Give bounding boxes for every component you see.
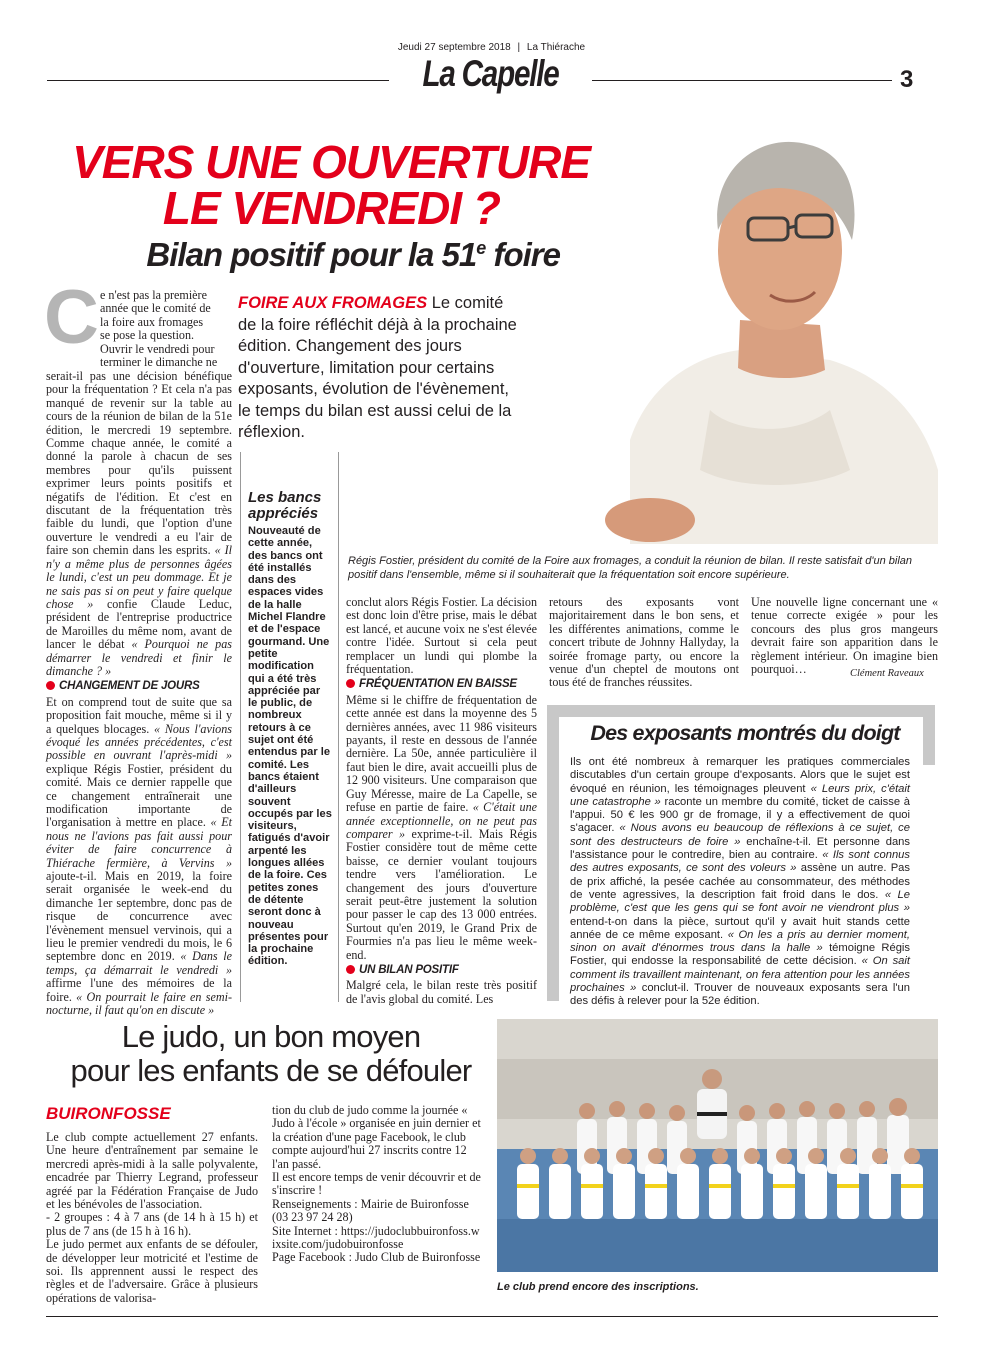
col1-line: terminer le dimanche ne: [100, 355, 218, 370]
main-title-line2: LE VENDREDI ?: [162, 182, 500, 234]
box-text-part: témoigne Régis Fostier, qui endosse la responsabilité de cette décision.: [570, 942, 910, 968]
col1-article: [46, 370, 232, 1018]
bullet-icon: [46, 681, 55, 690]
subhead-bilan: [346, 964, 537, 977]
judo-paragraph: Il est encore temps de venir découvrir et de s'inscrire !: [272, 1170, 481, 1198]
judo-paragraph: - 2 groupes : 4 à 7 ans (de 14 h à 15 h) et plus de 7 ans (de 15 h à 16 h).: [46, 1210, 258, 1238]
col1-text: ajoute-t-il. Mais en 2019, la foire serait organisée le week-end du dimanche 1er septembre, donc pas de risque de concurrence avec l'évènement mensuel vervinois, qui a lieu le premier vendredi du mois, le 6 septembre donc en 2019.: [46, 869, 232, 964]
col1-text: affirme l'une des mémoires de la foire.: [46, 976, 232, 1004]
subhead-text: CHANGEMENT DE JOURS: [59, 680, 200, 693]
col1-line: se pose la question.: [100, 328, 195, 343]
judo-paragraph: Le club compte actuellement 27 enfants. Une heure d'entraînement par semaine le mercredi après-midi à la salle polyvalente, encadrée par Thierry Legrand, professeur agréé par la Fédération Française de Judo et les bénévoles de l'association.: [46, 1130, 258, 1212]
col1-line: Ouvrir le vendredi pour: [100, 341, 215, 356]
judo-paragraph: Le judo permet aux enfants de se défouler, de développer leur motricité et l'estime de soi. Ils apprennent aussi le respect des règles et de l'adversaire. Grâce à plusieurs opérations de valorisa-: [46, 1237, 258, 1305]
col1-text: Et on comprend tout de suite que sa proposition fait mouche, même si il y a quelques blocages.: [46, 694, 232, 736]
kicker-foire: FOIRE AUX FROMAGES: [238, 294, 428, 312]
judo-col2: [272, 1104, 482, 1265]
quote: « Nous l'avions évoqué les années précédentes, c'est possible en ouvrant l'après-midi »: [46, 721, 232, 763]
judo-photo: [497, 1019, 938, 1272]
quote: « On les a pris au dernier moment, sinon on avait d'énormes trous dans la halle »: [570, 928, 910, 955]
signature: Clément Raveaux: [850, 668, 924, 679]
sidebar-divider-right: [338, 452, 339, 1002]
col4-article: retours des exposants vont majoritairement dans le bon sens, et les différentes animations, comme le concert tribute de Johnny Hallyday, la soirée fromage party, ou encore la venue d'un cheptel de moutons ont tous été de franches réussites.: [549, 595, 739, 690]
col3-text: exprime-t-il. Mais Régis Fostier considère tout de même cette baisse, ce dernier voulant toujours tendre vers l'amélioration. Le changement des jours d'ouverture serait peut-être justement la solution pour passer le cap des 13 000 entrées. Surtout qu'en 2019, le Grand Prix de Fourmies n'a pas lieu le même week-end.: [346, 826, 537, 962]
box-text-part: conclut-il. Trouver de nouveaux exposants sera l'un des défis à relever pour la 52e édition.: [570, 982, 910, 1008]
subhead-frequentation: [346, 678, 537, 691]
quote: « On pourrait le faire en semi-nocturne, il faut qu'on en discute »: [46, 989, 232, 1018]
quote: « Dans le temps, ça démarrait le vendredi »: [46, 949, 232, 977]
judo-paragraph: Page Facebook : Judo Club de Buironfosse: [272, 1250, 481, 1265]
judo-kicker: BUIRONFOSSE: [46, 1104, 171, 1123]
col1-text: confie Claude Leduc, président de l'entreprise productrice de Maroilles du même nom, avant de lancer le débat: [46, 596, 232, 652]
box-text: [570, 756, 910, 1009]
quote: « Il n'y a même plus de personnes âgées le lundi, c'est un peu dommage. Et je ne sais pas si on peut y faire quelque chose »: [46, 543, 232, 611]
judo-title-line1: Le judo, un bon moyen: [121, 1019, 421, 1054]
col3-paragraph: [346, 694, 537, 962]
judo-paragraph: tion du club de judo comme la journée « Judo à l'école » organisée en juin dernier et la création d'une page Facebook, le club compte aujourd'hui 27 inscrits contre 12 l'an passé.: [272, 1103, 481, 1171]
col5-article: Une nouvelle ligne concernant une « tenue correcte exigée » pour les concours des plus gros mangeurs devrait faire son apparition dans le règlement intérieur. On imagine bien pourquoi…: [751, 595, 938, 677]
quote: « Et nous ne l'avions pas fait aussi pour éviter de faire concurrence à Thiérache fermière, à Vervins »: [46, 815, 232, 870]
judo-caption: Le club prend encore des inscriptions.: [497, 1281, 699, 1293]
quote: « Le problème, c'est que les gens qui se font avoir ne viendront plus »: [570, 888, 910, 915]
subtitle-sup: e: [476, 238, 486, 258]
box-frame-top: [547, 705, 935, 717]
header-rule-right: [592, 80, 892, 81]
quote: « Nous avons eu beaucoup de réflexions à ce sujet, ce sont des destructeurs de foire »: [570, 822, 910, 848]
box-text-part: entend-t-on dans la pièce, surtout qu'il y avait huit stands cette année de ce même exposant.: [570, 915, 910, 941]
box-text-part: raconte un membre du comité, ticket de caisse à l'appui. 50 € les 900 gr de fromage, il y a effectivement de quoi s'agacer.: [570, 795, 910, 835]
col3-article: [346, 596, 537, 1006]
section-title: La Capelle: [422, 53, 559, 94]
subhead-text: UN BILAN POSITIF: [359, 963, 459, 976]
col3-text: Même si le chiffre de fréquentation de cette année est dans la moyenne des 5 dernières années, avec 11 986 visiteurs payants, il reste en dessous de l'année dernière. La 50e, année particulière il faut bien le dire, avait accueilli plus de 12 900 visiteurs. Une comparaison que Guy Méresse, maire de La Capelle, se refuse en partie de faire.: [346, 692, 537, 815]
judo-title-line2: pour les enfants de se défouler: [70, 1053, 472, 1088]
box-frame-left: [547, 705, 559, 1001]
header-rule-left: [47, 80, 389, 81]
page-number: 3: [900, 66, 914, 93]
subtitle-text: Bilan positif pour la 51: [146, 236, 477, 273]
sidebar-text: Nouveauté de cette année, des bancs ont été installés dans des espaces vides de la halle Michel Flandre et de l'espace gourmand. Une petite modification qui a été très appréciée par le public, de nombreux retours à ce sujet ont été entendus par le comité. Les bancs étaient d'ailleurs souvent occupés par les visiteurs, fatigués d'avoir arpenté les longues allées de la foire. Ces petites zones de détente seront donc à nouveau présentes pour la prochaine édition.: [248, 525, 332, 968]
col1-text: serait-il pas une décision bénéfique pour la fréquentation ? Et cela n'a pas manqué de revenir sur la table au cours de la réunion de bilan de la 51e édition, le mercredi 19 septembre. Comme chaque année, le comité a donné la parole à chacun de ses membres pour qu'ils puissent exprimer leurs points positifs et négatifs de l'édition. Et c'est en discutant de la fréquentation très faible du lundi, que l'option d'une ouverture le vendredi a eu l'air de faire son chemin dans les esprits.: [46, 369, 232, 558]
box-text-part: assène un autre. Pas de prix affiché, la pesée cachée au consommateur, des méthodes de vente agressives, la description fait froid dans le dos.: [570, 862, 910, 901]
col1-text: explique Régis Fostier, président du comité. Mais ce dernier rappelle que ce changement entraînerait une modification importante de l'organisation à mettre en place.: [46, 761, 232, 830]
sidebar-divider-left: [240, 452, 241, 1002]
box-title: Des exposants montrés du doigt: [590, 721, 900, 745]
footer-rule: [46, 1316, 938, 1317]
col1-opening-lines: [100, 289, 232, 369]
dropcap: C: [44, 275, 99, 360]
intro-block: [238, 293, 518, 444]
box-text-part: Ils ont été nombreux à remarquer les pratiques commerciales discutables d'un certain groupe d'exposants. Alors que le sujet est évoqué en réunion, les témoignages pleuvent: [570, 756, 910, 795]
judo-paragraph: Site Internet : https://judoclubbuironfoss.wixsite.com/judobuironfosse: [272, 1223, 480, 1252]
col1-line: la foire aux fromages: [100, 314, 204, 329]
header-separator: |: [517, 42, 521, 53]
quote: « Leurs prix, c'était une catastrophe »: [570, 782, 911, 808]
portrait-photo: [590, 110, 938, 544]
judo-col1: [46, 1131, 258, 1305]
main-subtitle: [60, 228, 560, 275]
judo-paragraph: Renseignements : Mairie de Buironfosse (03 23 97 24 28): [272, 1196, 469, 1225]
header-date: Jeudi 27 septembre 2018: [397, 42, 511, 53]
box-frame-right: [923, 705, 935, 765]
quote: « C'était une année exceptionnelle, on ne peut pas comparer »: [346, 800, 537, 841]
quote: « On sait comment ils travaillent maintenant, on fera attention pour les années prochaines »: [570, 955, 910, 995]
header-date-line: [0, 42, 983, 53]
quote: « Ils sont connus des autres exposants, ce sont des voleurs »: [570, 849, 910, 875]
portrait-illustration: [590, 110, 938, 544]
judo-group-illustration: [497, 1019, 938, 1272]
subtitle-end: foire: [485, 236, 560, 273]
intro-text: Le comité de la foire réfléchit déjà à la prochaine édition. Changement des jours d'ouverture, limitation pour certains exposants, évolution de l'évènement, le temps du bilan est aussi celui de la réflexion.: [238, 294, 517, 441]
bullet-icon: [346, 965, 355, 974]
photo-caption: Régis Fostier, président du comité de la Foire aux fromages, a conduit la réunion de bilan. Il reste satisfait d'un bilan positif dans l'ensemble, même si il souhaiterait que la fréquentation soit encore supérieure.: [348, 555, 913, 581]
col3-paragraph: conclut alors Régis Fostier. La décision est donc loin d'être prise, mais le débat est lancé, et aucune voix ne s'est élevée contre l'idée. Surtout si cela peut remplacer un lundi qui plombe la fréquentation.: [346, 595, 537, 677]
quote: « Pourquoi ne pas démarrer le vendredi et finir le dimanche ? »: [46, 637, 232, 678]
col1-line: année que le comité de: [100, 301, 211, 316]
subhead-changement: [46, 680, 232, 693]
col1-paragraph: [46, 370, 232, 678]
col3-paragraph: Malgré cela, le bilan reste très positif de l'avis global du comité. Les: [346, 978, 537, 1006]
subhead-text: FRÉQUENTATION EN BAISSE: [359, 678, 517, 691]
col1-line: e n'est pas la première: [100, 288, 207, 302]
sidebar-title: Les bancs appréciés: [248, 489, 322, 522]
box-text-part: enchaîne-t-il. Et personne dans l'assistance pour le contredire, bien au contraire.: [570, 835, 910, 862]
bullet-icon: [346, 679, 355, 688]
main-title-line1: VERS UNE OUVERTURE: [72, 136, 590, 188]
col1-paragraph: [46, 696, 232, 1018]
header-publication: La Thiérache: [526, 42, 586, 53]
